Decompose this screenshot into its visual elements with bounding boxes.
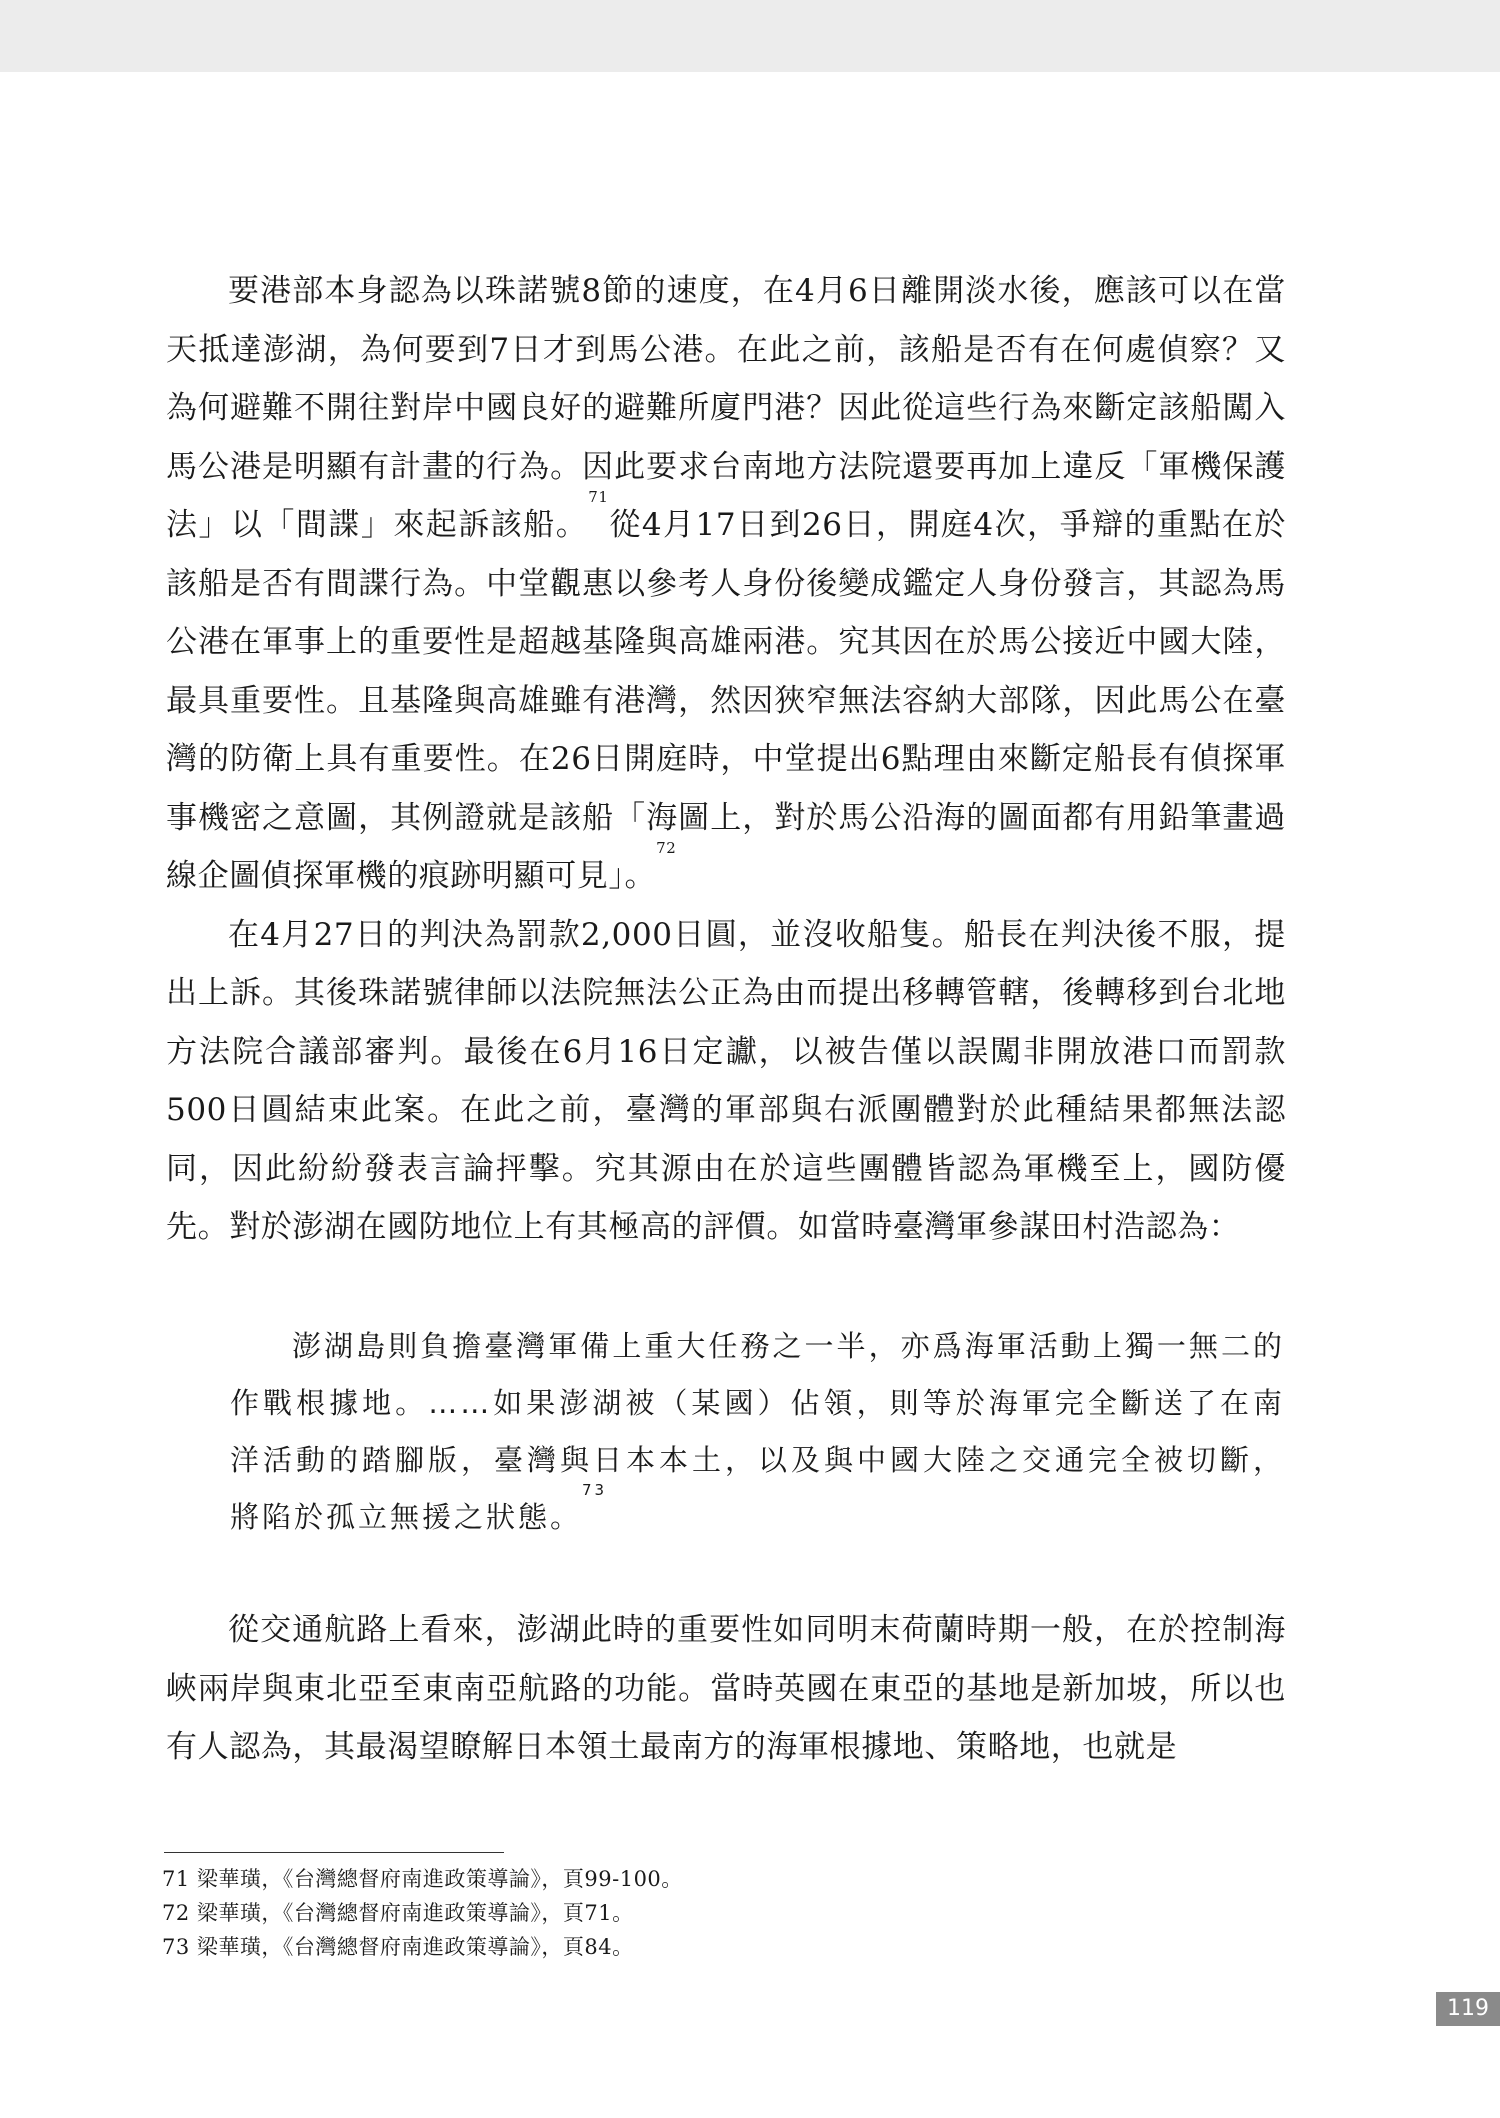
block-quote [230, 1318, 1285, 1546]
footnote-ref-73[interactable]: 73 [582, 1481, 608, 1499]
para1-text-b: 從4月17日到26日，開庭4次，爭辯的重點在於該船是否有間諜行為。中堂觀惠以參考人身份後變成鑑定人身份發言，其認為馬公港在軍事上的重要性是超越基隆與高雄兩港。究其因在於馬公接近中國大陸，最具重要性。且基隆與高雄雖有港灣，然因狹窄無法容納大部隊，因此馬公在臺灣的防衛上具有重要性。在26日開庭時，中堂提出6點理由來斷定船長有偵探軍事機密之意圖，其例證就是該船「海圖上，對於馬公沿海的圖面都有用鉛筆畫過線企圖偵探軍機的痕跡明顯可見」。 [166, 507, 1286, 894]
body-paragraph-3: 從交通航路上看來，澎湖此時的重要性如同明末荷蘭時期一般，在於控制海峽兩岸與東北亞至東南亞航路的功能。當時英國在東亞的基地是新加坡，所以也有人認為，其最渴望瞭解日本領土最南方的海軍根據地、策略地，也就是 [166, 1612, 1286, 1765]
footnotes [162, 1862, 1062, 1964]
body-paragraph-2: 在4月27日的判決為罰款2,000日圓，並沒收船隻。船長在判決後不服，提出上訴。其後珠諾號律師以法院無法公正為由而提出移轉管轄，後轉移到台北地方法院合議部審判。最後在6月16日定讞，以被告僅以誤闖非開放港口而罰款500日圓結束此案。在此之前，臺灣的軍部與右派團體對於此種結果都無法認同，因此紛紛發表言論抨擊。究其源由在於這些團體皆認為軍機至上，國防優先。對於澎湖在國防地位上有其極高的評價。如當時臺灣軍參謀田村浩認為： [166, 916, 1286, 1245]
quote-text: 澎湖島則負擔臺灣軍備上重大任務之一半，亦爲海軍活動上獨一無二的作戰根據地。……如果澎湖被（某國）佔領，則等於海軍完全斷送了在南洋活動的踏腳版，臺灣與日本本土，以及與中國大陸之交通完全被切斷，將陷於孤立無援之狀態。 [230, 1329, 1285, 1534]
footnote-71: 71 梁華璜，《台灣總督府南進政策導論》，頁99-100。 [162, 1867, 683, 1891]
footnote-divider [164, 1852, 504, 1853]
body-paragraph-1 [166, 262, 1286, 906]
main-text [166, 262, 1286, 1257]
footnote-72: 72 梁華璜，《台灣總督府南進政策導論》，頁71。 [162, 1901, 634, 1925]
para1-text-a: 要港部本身認為以珠諾號8節的速度，在4月6日離開淡水後，應該可以在當天抵達澎湖，為何要到7日才到馬公港。在此之前，該船是否有在何處偵察？又為何避難不開往對岸中國良好的避難所廈門港？因此從這些行為來斷定該船闖入馬公港是明顯有計畫的行為。因此要求台南地方法院還要再加上違反「軍機保護法」以「間諜」來起訴該船。 [166, 273, 1286, 543]
footnote-ref-72[interactable]: 72 [656, 839, 677, 857]
footnote-73: 73 梁華璜，《台灣總督府南進政策導論》，頁84。 [162, 1935, 634, 1959]
footnote-ref-71[interactable]: 71 [588, 488, 609, 506]
page-number: 119 [1436, 1992, 1500, 2026]
scan-top-band [0, 0, 1500, 72]
